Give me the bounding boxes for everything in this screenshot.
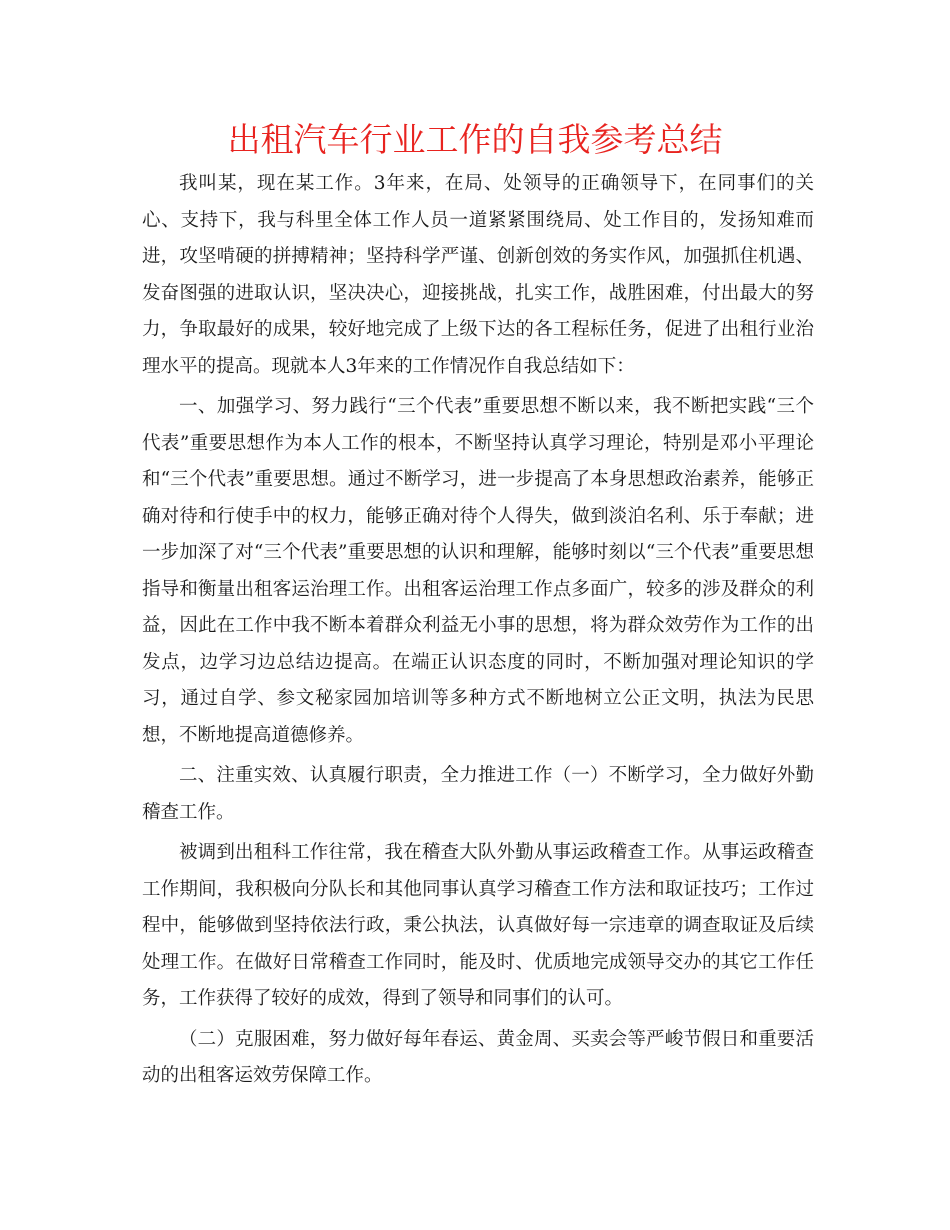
paragraph-section-one: 一、加强学习、努力践行“三个代表”重要思想不断以来，我不断把实践“三个代表”重要思想作为本人工作的根本，不断坚持认真学习理论，特别是邓小平理论和“三个代表”重要思想。通过不断学习，进一步提高了本身思想政治素养，能够正确对待和行使手中的权力，能够正确对待个人得失，做到淡泊名利、乐于奉献；进一步加深了对“三个代表”重要思想的认识和理解，能够时刻以“三个代表”重要思想指导和衡量出租客运治理工作。出租客运治理工作点多面广，较多的涉及群众的利益，因此在工作中我不断本着群众利益无小事的思想，将为群众效劳作为工作的出发点，边学习边总结边提高。在端正认识态度的同时，不断加强对理论知识的学习，通过自学、参文秘家园加培训等多种方式不断地树立公正文明，执法为民思想，不断地提高道德修养。 — [142, 396, 814, 746]
paragraph-section-two-heading: 二、注重实效、认真履行职责，全力推进工作（一）不断学习，全力做好外勤稽查工作。 — [142, 765, 814, 823]
document-body — [142, 166, 814, 1095]
paragraph-intro: 我叫某，现在某工作。3年来，在局、处领导的正确领导下，在同事们的关心、支持下，我与科里全体工作人员一道紧紧围绕局、处工作目的，发扬知难而进，攻坚啃硬的拼搏精神；坚持科学严谨、创新创效的务实作风，加强抓住机遇、发奋图强的进取认识，坚决决心，迎接挑战，扎实工作，战胜困难，付出最大的努力，争取最好的成果，较好地完成了上级下达的各工程标任务，促进了出租行业治理水平的提高。现就本人3年来的工作情况作自我总结如下： — [142, 173, 814, 377]
document-title: 出租汽车行业工作的自我参考总结 — [227, 120, 723, 159]
paragraph-inspection-work: 被调到出租科工作往常，我在稽查大队外勤从事运政稽查工作。从事运政稽查工作期间，我积极向分队长和其他同事认真学习稽查工作方法和取证技巧；工作过程中，能够做到坚持依法行政，秉公执法，认真做好每一宗违章的调查取证及后续处理工作。在做好日常稽查工作同时，能及时、优质地完成领导交办的其它工作任务，工作获得了较好的成效，得到了领导和同事们的认可。 — [142, 842, 814, 1009]
paragraph-holiday-service: （二）克服困难，努力做好每年春运、黄金周、买卖会等严峻节假日和重要活动的出租客运效劳保障工作。 — [142, 1028, 814, 1086]
